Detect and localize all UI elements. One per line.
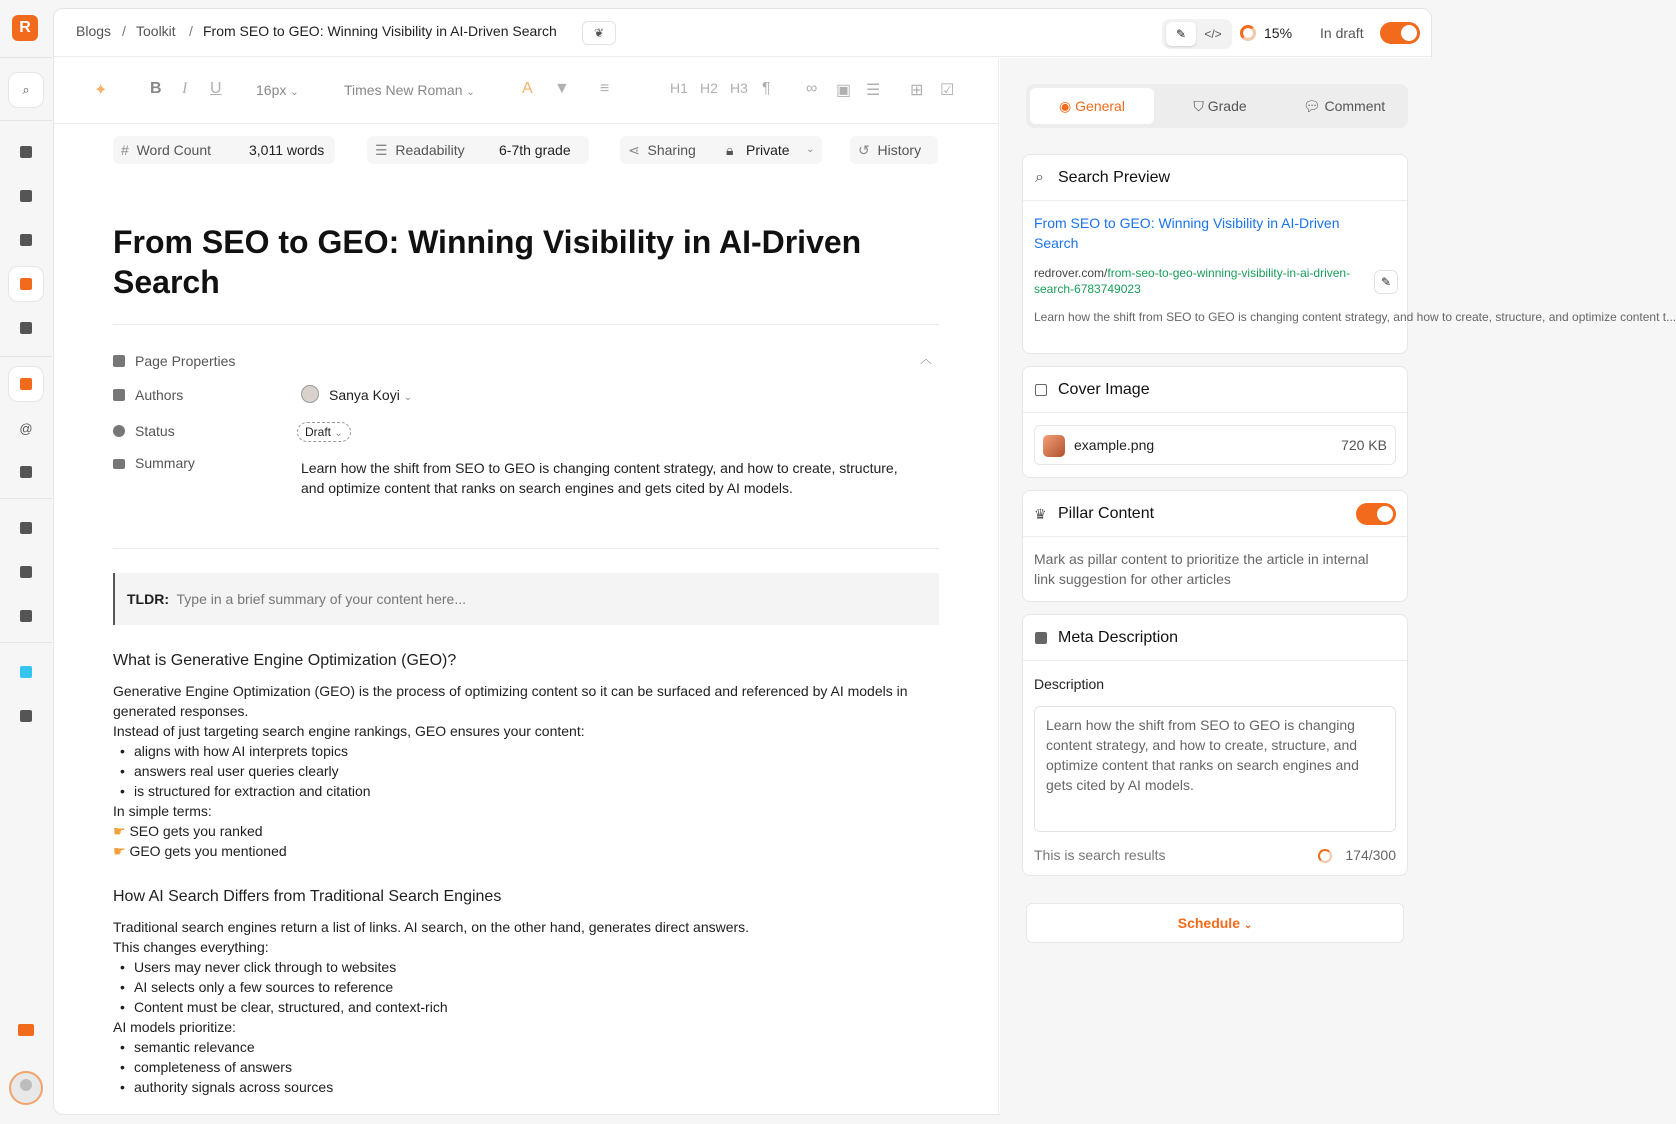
tab-grade[interactable]: ⛉ Grade bbox=[1193, 98, 1247, 114]
format-toolbar bbox=[54, 58, 999, 124]
list-item: • semantic relevance bbox=[113, 1037, 913, 1057]
section-heading: What is Generative Engine Optimization (GEO)? bbox=[113, 652, 457, 669]
checklist-icon[interactable]: ☰ bbox=[866, 82, 881, 99]
word-count-chip bbox=[113, 136, 335, 164]
hash-icon: # bbox=[121, 142, 129, 158]
underline-button[interactable]: U bbox=[210, 80, 222, 97]
sharing-label: Sharing bbox=[647, 142, 696, 158]
readability-label: Readability bbox=[395, 142, 465, 158]
newsletter-icon[interactable] bbox=[8, 366, 44, 402]
bullet-list bbox=[113, 1037, 913, 1097]
meta-hint: This is search results bbox=[1034, 847, 1166, 863]
history-icon: ↺ bbox=[858, 142, 870, 158]
code-mode-icon[interactable]: </> bbox=[1204, 27, 1222, 41]
status-icon bbox=[113, 425, 125, 437]
panel-tabs bbox=[1026, 84, 1408, 128]
document-icon bbox=[113, 355, 125, 367]
mode-switch bbox=[1162, 19, 1232, 49]
authors-label: Authors bbox=[113, 387, 183, 403]
file-name: example.png bbox=[1074, 437, 1155, 453]
history-label: History bbox=[877, 142, 922, 158]
users-icon bbox=[113, 389, 125, 401]
author-select[interactable]: Sanya Koyi ⌄ bbox=[329, 387, 413, 403]
cover-image-file[interactable] bbox=[1034, 425, 1396, 465]
list-item: • is structured for extraction and citation bbox=[113, 781, 913, 801]
schedule-button[interactable]: Schedule ⌄ bbox=[1026, 903, 1404, 943]
search-preview-url: redrover.com/from-seo-to-geo-winning-visibility-in-ai-driven-search-6783749023 bbox=[1034, 266, 1351, 296]
character-count-ring-icon bbox=[1318, 849, 1332, 863]
history-button[interactable] bbox=[850, 136, 938, 164]
list-item: • completeness of answers bbox=[113, 1057, 913, 1077]
summary-text[interactable]: Learn how the shift from SEO to GEO is changing content strategy, and how to create, structure, and optimize content that ranks on search engines and gets cited by AI models. bbox=[301, 460, 898, 496]
search-icon[interactable]: ⌕ bbox=[8, 72, 44, 108]
list-item: • AI selects only a few sources to reference bbox=[113, 977, 913, 997]
pointing-line: ☛ SEO gets you ranked bbox=[113, 823, 263, 839]
share-icon: ⋖ bbox=[628, 142, 640, 158]
blog-posts-icon[interactable] bbox=[8, 266, 44, 302]
slack-icon[interactable] bbox=[8, 654, 44, 690]
draft-toggle[interactable] bbox=[1380, 22, 1420, 44]
rail-divider bbox=[0, 498, 52, 499]
heading-2-button[interactable]: H2 bbox=[700, 80, 718, 96]
search-icon: ⌕ bbox=[1035, 169, 1044, 186]
page-properties-header[interactable]: Page Properties bbox=[113, 353, 235, 369]
general-icon: ◉ bbox=[1059, 98, 1072, 114]
cover-image-card bbox=[1022, 366, 1408, 478]
ai-sparkle-icon[interactable]: ✦ bbox=[94, 82, 108, 99]
rail-divider bbox=[0, 642, 52, 643]
cover-image-header: Cover Image bbox=[1023, 367, 1407, 413]
readability-value: 6-7th grade bbox=[499, 142, 571, 158]
support-icon[interactable] bbox=[8, 698, 44, 734]
highlight-icon[interactable]: ▼ bbox=[554, 80, 570, 97]
app-logo[interactable]: R bbox=[12, 15, 38, 41]
shield-icon: ⛉ bbox=[1193, 98, 1204, 114]
word-count-value: 3,011 words bbox=[249, 142, 325, 158]
lock-icon: 🔒︎ bbox=[726, 142, 734, 158]
pointing-hand-icon: ☛ bbox=[113, 843, 126, 859]
paragraph: Instead of just targeting search engine rankings, GEO ensures your content: bbox=[113, 723, 585, 739]
divider bbox=[113, 548, 939, 549]
summary-label: Summary bbox=[113, 455, 195, 471]
leaf-icon[interactable]: ❦ bbox=[582, 21, 616, 45]
list-item: • answers real user queries clearly bbox=[113, 761, 913, 781]
author-avatar bbox=[301, 385, 319, 403]
rail-divider bbox=[0, 120, 52, 121]
meta-description-card bbox=[1022, 614, 1408, 876]
breadcrumb-separator: / bbox=[122, 23, 126, 39]
edit-mode-icon[interactable]: ✎ bbox=[1166, 22, 1196, 46]
character-count: 174/300 bbox=[1345, 847, 1396, 863]
font-family-select[interactable]: Times New Roman ⌄ bbox=[344, 82, 475, 98]
progress-value: 15% bbox=[1264, 25, 1293, 41]
tab-general[interactable]: ◉ General bbox=[1030, 88, 1154, 124]
rail-divider bbox=[0, 57, 52, 58]
chevron-down-icon: ⌄ bbox=[806, 144, 815, 155]
left-rail bbox=[0, 0, 52, 1124]
italic-button[interactable]: I bbox=[182, 80, 188, 97]
image-icon bbox=[1035, 384, 1047, 396]
tab-comment[interactable]: 💬︎ Comment bbox=[1302, 98, 1386, 114]
breadcrumb-current: From SEO to GEO: Winning Visibility in AI-Driven Search bbox=[203, 23, 557, 39]
sharing-chip[interactable] bbox=[620, 136, 822, 164]
progress-ring-icon bbox=[1240, 25, 1256, 41]
editor bbox=[54, 58, 999, 1116]
list-item: • authority signals across sources bbox=[113, 1077, 913, 1097]
mention-icon[interactable]: @ bbox=[19, 420, 33, 436]
sharing-value: Private bbox=[746, 142, 790, 158]
status-label: Status bbox=[113, 423, 175, 439]
font-size-select[interactable]: 16px ⌄ bbox=[256, 82, 299, 98]
tldr-label: TLDR: bbox=[127, 591, 169, 607]
avatar[interactable] bbox=[9, 1071, 43, 1105]
list-item: • Content must be clear, structured, and context-rich bbox=[113, 997, 913, 1017]
grid-icon[interactable] bbox=[8, 510, 44, 546]
table-icon[interactable]: ⊞ bbox=[910, 82, 924, 99]
paragraph: This changes everything: bbox=[113, 939, 269, 955]
breadcrumb-blogs[interactable]: Blogs bbox=[76, 23, 112, 39]
book-icon[interactable] bbox=[8, 310, 44, 346]
list-item: • Users may never click through to websites bbox=[113, 957, 913, 977]
list-item: • aligns with how AI interprets topics bbox=[113, 741, 913, 761]
document-icon bbox=[1035, 632, 1047, 644]
article-body[interactable] bbox=[113, 651, 913, 1097]
users-icon[interactable] bbox=[8, 222, 44, 258]
paragraph: Generative Engine Optimization (GEO) is the process of optimizing content so it can be surfaced and referenced by AI models in generated responses. bbox=[113, 683, 908, 719]
top-bar bbox=[54, 9, 1433, 57]
folder-icon[interactable] bbox=[8, 178, 44, 214]
breadcrumb-separator: / bbox=[189, 23, 193, 39]
readability-icon: ☰ bbox=[375, 142, 388, 158]
paragraph: Traditional search engines return a list of links. AI search, on the other hand, generates direct answers. bbox=[113, 919, 750, 935]
heading-1-button[interactable]: H1 bbox=[670, 80, 688, 96]
comment-icon: 💬︎ bbox=[1302, 98, 1321, 114]
pointing-line: ☛ GEO gets you mentioned bbox=[113, 843, 287, 859]
search-preview-header: ⌕ Search Preview bbox=[1023, 155, 1407, 201]
crown-icon: ♛ bbox=[1034, 506, 1047, 522]
search-preview-card bbox=[1022, 154, 1676, 354]
dashboard-icon[interactable] bbox=[8, 134, 44, 170]
video-icon[interactable] bbox=[8, 1012, 44, 1048]
rail-divider bbox=[0, 356, 52, 357]
pillar-content-toggle[interactable] bbox=[1356, 503, 1396, 525]
analytics-icon[interactable] bbox=[8, 554, 44, 590]
search-preview-link[interactable]: From SEO to GEO: Winning Visibility in AI-Driven Search bbox=[1034, 215, 1340, 251]
pillar-content-header: ♛ Pillar Content bbox=[1023, 491, 1407, 537]
heading-3-button[interactable]: H3 bbox=[730, 80, 748, 96]
readability-chip bbox=[367, 136, 589, 164]
meta-description-header: Meta Description bbox=[1023, 615, 1407, 661]
chevron-down-icon: ⌄ bbox=[1243, 920, 1253, 931]
search-preview-description: Learn how the shift from SEO to GEO is changing content strategy, and how to create, structure, and optimize content t... bbox=[1034, 310, 1676, 324]
chevron-up-icon[interactable]: ︿ bbox=[920, 352, 933, 366]
image-icon[interactable]: ▣ bbox=[836, 82, 852, 99]
bullet-list bbox=[113, 957, 913, 1017]
paragraph: In simple terms: bbox=[113, 803, 212, 819]
tldr-box[interactable] bbox=[113, 573, 939, 625]
bullet-list bbox=[113, 741, 913, 801]
divider bbox=[113, 324, 939, 325]
page-title[interactable]: From SEO to GEO: Winning Visibility in AI-Driven Search bbox=[113, 224, 862, 300]
file-size: 720 KB bbox=[1341, 437, 1387, 453]
status-badge[interactable]: Draft ⌄ bbox=[297, 422, 351, 442]
puzzle-icon[interactable] bbox=[8, 598, 44, 634]
draft-label: In draft bbox=[1320, 25, 1364, 41]
pillar-content-card bbox=[1022, 490, 1408, 602]
checkbox-icon[interactable]: ☑ bbox=[940, 82, 955, 99]
align-icon[interactable]: ≡ bbox=[600, 80, 610, 97]
link-icon[interactable]: ∞ bbox=[806, 80, 818, 97]
breadcrumb-toolkit[interactable]: Toolkit bbox=[136, 23, 176, 39]
pointing-hand-icon: ☛ bbox=[113, 823, 126, 839]
description-label: Description bbox=[1034, 676, 1105, 692]
meta-description-textarea[interactable]: Learn how the shift from SEO to GEO is changing content strategy, and how to create, structure, and optimize content that ranks on search engines and gets cited by AI models. bbox=[1034, 706, 1396, 832]
text-color-icon[interactable]: A bbox=[522, 80, 533, 97]
user-hand-icon[interactable] bbox=[8, 454, 44, 490]
tldr-placeholder: Type in a brief summary of your content here... bbox=[176, 591, 466, 607]
pillar-content-description: Mark as pillar content to prioritize the article in internal link suggestion for other articles bbox=[1034, 551, 1369, 587]
section-heading: How AI Search Differs from Traditional Search Engines bbox=[113, 888, 502, 905]
summary-icon bbox=[113, 459, 125, 469]
bold-button[interactable]: B bbox=[150, 80, 162, 97]
image-thumbnail bbox=[1043, 435, 1065, 457]
paragraph: AI models prioritize: bbox=[113, 1019, 236, 1035]
paragraph-icon[interactable]: ¶ bbox=[762, 80, 771, 97]
word-count-label: Word Count bbox=[136, 142, 212, 158]
edit-slug-icon[interactable]: ✎ bbox=[1374, 270, 1398, 294]
settings-panel bbox=[1000, 58, 1676, 1116]
main-window bbox=[53, 8, 1676, 1115]
